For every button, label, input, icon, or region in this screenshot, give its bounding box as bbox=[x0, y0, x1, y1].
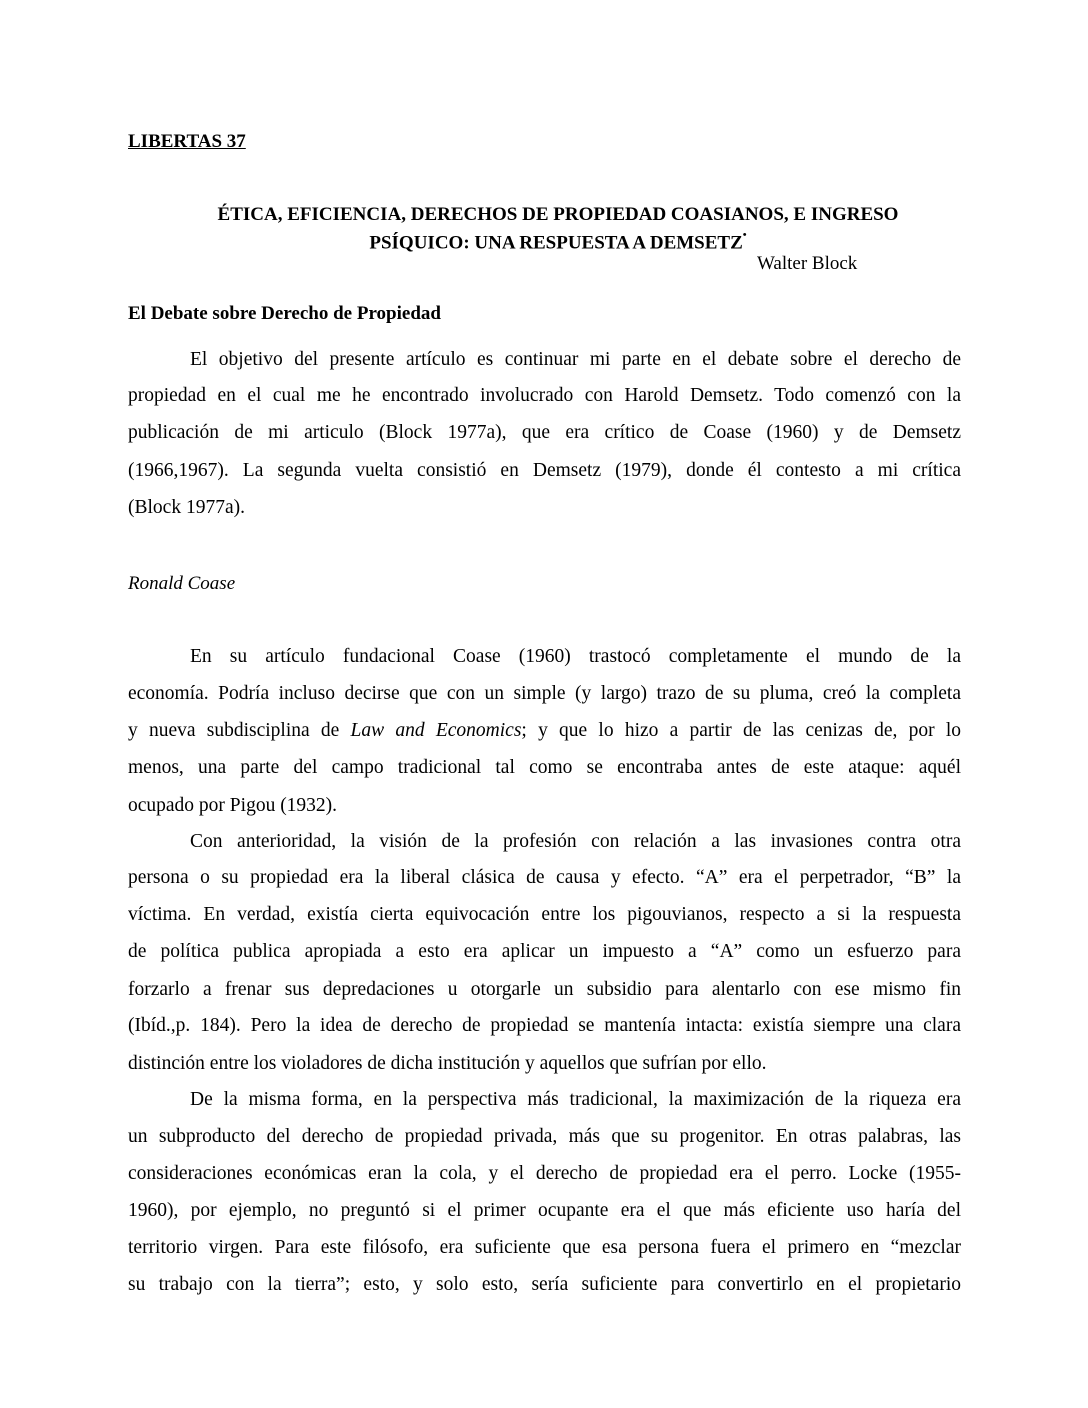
paragraph-line: economía. Podría incluso decirse que con un simple (y largo) trazo de su pluma, creó la completa bbox=[128, 683, 961, 704]
paragraph-line: ocupado por Pigou (1932). bbox=[128, 795, 338, 816]
paragraph-line: de política publica apropiada a esto era aplicar un impuesto a “A” como un esfuerzo para bbox=[128, 941, 961, 962]
paragraph-line: persona o su propiedad era la liberal clásica de causa y efecto. “A” era el perpetrador, “B” la bbox=[128, 867, 961, 888]
title-text: PSÍQUICO: UNA RESPUESTA A DEMSETZ bbox=[369, 232, 743, 254]
italic-term: Law and Economics bbox=[350, 720, 522, 741]
paragraph-line: El objetivo del presente artículo es continuar mi parte en el debate sobre el derecho de bbox=[190, 349, 961, 370]
article-title-line-1: ÉTICA, EFICIENCIA, DERECHOS DE PROPIEDAD COASIANOS, E INGRESO bbox=[217, 204, 899, 225]
footnote-marker[interactable]: • bbox=[742, 229, 747, 241]
article-title-line-2 bbox=[128, 229, 988, 254]
paragraph-line: víctima. En verdad, existía cierta equivocación entre los pigouvianos, respecto a si la respuesta bbox=[128, 904, 961, 925]
paragraph-line: De la misma forma, en la perspectiva más tradicional, la maximización de la riqueza era bbox=[190, 1089, 961, 1110]
paragraph-line: distinción entre los violadores de dicha institución y aquellos que sufrían por ello. bbox=[128, 1053, 767, 1074]
paragraph-line: propiedad en el cual me he encontrado involucrado con Harold Demsetz. Todo comenzó con la bbox=[128, 385, 961, 406]
section-heading-debate: El Debate sobre Derecho de Propiedad bbox=[128, 303, 441, 324]
paragraph-line: territorio virgen. Para este filósofo, era suficiente que esa persona fuera el primero en “mezclar bbox=[128, 1237, 961, 1258]
line-text: y nueva subdisciplina de bbox=[128, 720, 351, 741]
paragraph-line bbox=[128, 719, 961, 743]
paragraph-line: (Block 1977a). bbox=[128, 497, 245, 518]
paragraph-line: (1966,1967). La segunda vuelta consistió en Demsetz (1979), donde él contesto a mi crítica bbox=[128, 460, 961, 481]
paragraph-line: En su artículo fundacional Coase (1960) trastocó completamente el mundo de la bbox=[190, 646, 961, 667]
line-text: ; y que lo hizo a partir de las cenizas de, por lo bbox=[521, 720, 961, 741]
paragraph-line: (Ibíd.,p. 184). Pero la idea de derecho de propiedad se mantenía intacta: existía siempre una clara bbox=[128, 1015, 961, 1036]
paragraph-line: un subproducto del derecho de propiedad privada, más que su progenitor. En otras palabras, las bbox=[128, 1126, 961, 1147]
author-name: Walter Block bbox=[757, 253, 858, 274]
paragraph-line: 1960), por ejemplo, no preguntó si el primer ocupante era el que más eficiente uso haría del bbox=[128, 1200, 961, 1221]
paragraph-line: menos, una parte del campo tradicional tal como se encontraba antes de este ataque: aquél bbox=[128, 757, 961, 778]
paragraph-line: publicación de mi articulo (Block 1977a), que era crítico de Coase (1960) y de Demsetz bbox=[128, 422, 961, 443]
paragraph-line: su trabajo con la tierra”; esto, y solo esto, sería suficiente para convertirlo en el propietario bbox=[128, 1274, 961, 1295]
journal-issue: LIBERTAS 37 bbox=[128, 131, 246, 152]
paragraph-line: forzarlo a frenar sus depredaciones u otorgarle un subsidio para alentarlo con ese mismo fin bbox=[128, 979, 961, 1000]
paragraph-line: consideraciones económicas eran la cola, y el derecho de propiedad era el perro. Locke (1955- bbox=[128, 1163, 961, 1184]
section-heading-ronald-coase: Ronald Coase bbox=[128, 573, 236, 594]
paragraph-line: Con anterioridad, la visión de la profesión con relación a las invasiones contra otra bbox=[190, 831, 961, 852]
